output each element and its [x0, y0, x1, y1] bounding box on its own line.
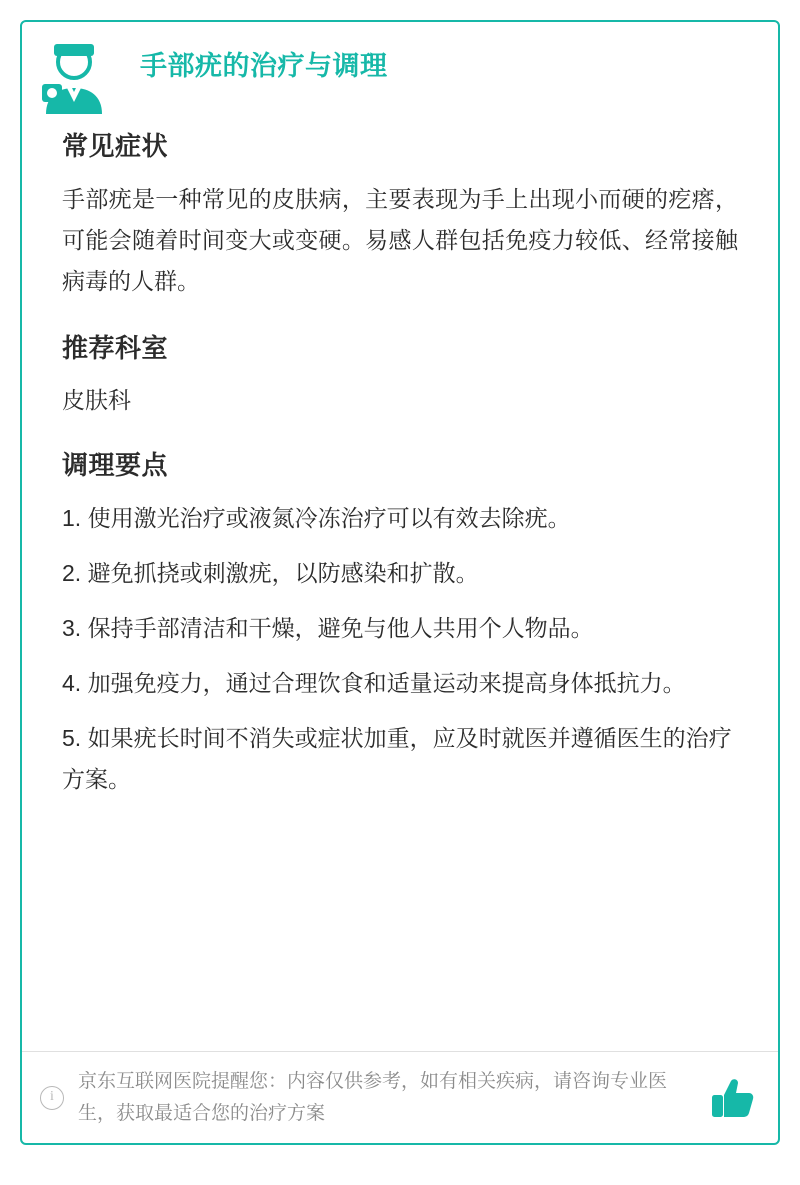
list-item: 3. 保持手部清洁和干燥，避免与他人共用个人物品。 [62, 615, 594, 641]
footer-disclaimer: 京东互联网医院提醒您：内容仅供参考，如有相关疾病，请咨询专业医生，获取最适合您的治疗方案 [78, 1070, 668, 1124]
thumbs-up-icon[interactable] [708, 1074, 756, 1122]
section-heading-symptoms: 常见症状 [62, 131, 169, 161]
department-text: 皮肤科 [62, 387, 131, 413]
care-points-list [62, 498, 738, 800]
section-heading-care: 调理要点 [62, 450, 169, 480]
article-card [20, 20, 780, 1145]
doctor-avatar-icon [40, 40, 108, 116]
list-item: 2. 避免抓挠或刺激疣，以防感染和扩散。 [62, 560, 479, 586]
page-title: 手部疣的治疗与调理 [140, 51, 388, 81]
list-item: 4. 加强免疫力，通过合理饮食和适量运动来提高身体抵抗力。 [62, 670, 686, 696]
card-footer [22, 1051, 778, 1143]
info-icon: i [40, 1086, 64, 1110]
section-heading-department: 推荐科室 [62, 333, 169, 363]
card-body [22, 94, 778, 800]
symptoms-text: 手部疣是一种常见的皮肤病，主要表现为手上出现小而硬的疙瘩，可能会随着时间变大或变硬。易感人群包括免疫力较低、经常接触病毒的人群。 [62, 186, 738, 294]
list-item: 1. 使用激光治疗或液氮冷冻治疗可以有效去除疣。 [62, 505, 571, 531]
card-header [22, 22, 778, 94]
list-item: 5. 如果疣长时间不消失或症状加重，应及时就医并遵循医生的治疗方案。 [62, 725, 732, 792]
